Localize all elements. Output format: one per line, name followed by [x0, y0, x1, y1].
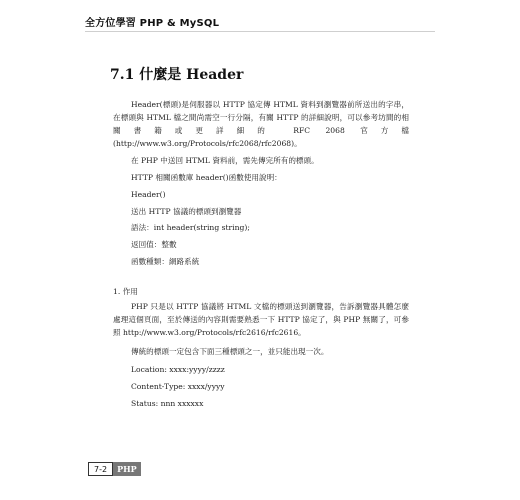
page-number: 7-2 [88, 462, 113, 476]
footer-brand-tag: PHP [113, 462, 141, 476]
section-title: 7.1 什麼是 Header [110, 67, 244, 83]
function-category: 函數種類：網路系統 [131, 257, 200, 266]
subsection-heading: 1. 作用 [113, 287, 138, 296]
header-rule [85, 31, 435, 32]
intro-paragraph: Header(標頭)是伺服器以 HTTP 協定傳 HTML 資料到瀏覽器前所送出的字串，在標頭與 HTML 檔之間尚需空一行分隔，有關 HTTP 的詳細說明，可以參考坊間的相關書籍或更詳細的 RFC 2068 官方檔(http://www.w3.org/Protocols/rfc2068/rfc2068)。 [113, 100, 409, 148]
function-name: Header() [131, 190, 166, 199]
function-syntax: 語法：int header(string string); [131, 223, 250, 232]
function-description: 送出 HTTP 協議的標頭到瀏覽器 [131, 207, 242, 216]
paragraph-line: HTTP 相關函數庫 header()函數使用說明： [131, 173, 282, 182]
function-return: 返回值：整數 [131, 240, 177, 249]
running-header: 全方位學習 PHP & MySQL [85, 18, 220, 29]
page-footer [88, 462, 141, 476]
header-example-content-type: Content-Type: xxxx/yyyy [131, 382, 225, 391]
header-example-location: Location: xxxx:yyyy/zzzz [131, 365, 225, 374]
subsection-paragraph: PHP 只是以 HTTP 協議將 HTML 文檔的標頭送到瀏覽器，告訴瀏覽器具體怎麼處理這個頁面，至於傳送的內容則需要熟悉一下 HTTP 協定了，與 PHP 無關了，可參照 http://www.w3.org/Protocols/rfc2616/rfc2616。 [113, 302, 409, 337]
header-example-status: Status: nnn xxxxxx [131, 399, 204, 408]
paragraph-line: 傳統的標頭一定包含下面三種標頭之一，並只能出現一次。 [131, 347, 329, 356]
paragraph-line: 在 PHP 中送回 HTML 資料前，需先傳完所有的標頭。 [131, 156, 319, 165]
